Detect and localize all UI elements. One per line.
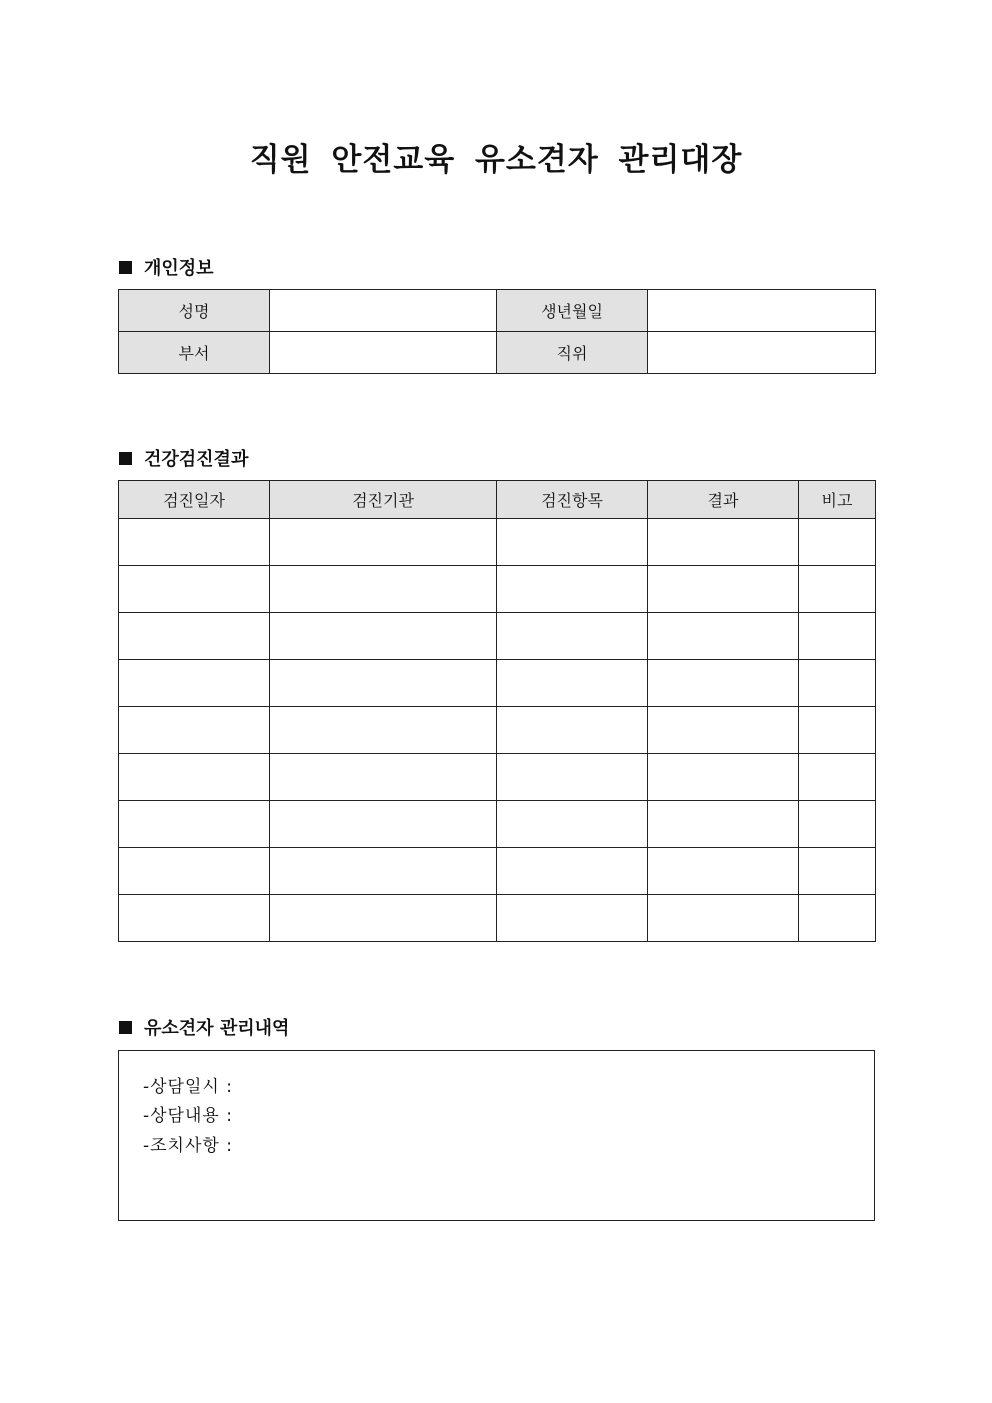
exam-date-cell[interactable] (119, 801, 270, 848)
exam-institution-cell[interactable] (270, 895, 497, 942)
section-heading-label: 건강검진결과 (144, 449, 249, 470)
square-bullet-icon (119, 1021, 132, 1034)
birthdate-label: 생년월일 (497, 290, 648, 332)
exam-item-cell[interactable] (497, 801, 648, 848)
exam-item-cell[interactable] (497, 660, 648, 707)
position-label: 직위 (497, 332, 648, 374)
column-header-exam-institution: 검진기관 (270, 481, 497, 519)
exam-institution-cell[interactable] (270, 754, 497, 801)
counseling-datetime-line: -상담일시 : (143, 1077, 233, 1097)
result-cell[interactable] (648, 848, 799, 895)
table-row (119, 566, 876, 613)
result-cell[interactable] (648, 519, 799, 566)
exam-date-cell[interactable] (119, 613, 270, 660)
result-cell[interactable] (648, 660, 799, 707)
personal-info-table (118, 289, 876, 374)
remarks-cell[interactable] (799, 566, 876, 613)
remarks-cell[interactable] (799, 754, 876, 801)
exam-item-cell[interactable] (497, 707, 648, 754)
counseling-content-line: -상담내용 : (143, 1106, 233, 1126)
exam-institution-cell[interactable] (270, 519, 497, 566)
management-record-box[interactable] (118, 1050, 875, 1221)
exam-institution-cell[interactable] (270, 566, 497, 613)
table-row (119, 895, 876, 942)
square-bullet-icon (119, 452, 132, 465)
department-label: 부서 (119, 332, 270, 374)
table-row (119, 613, 876, 660)
name-label: 성명 (119, 290, 270, 332)
table-row (119, 707, 876, 754)
exam-institution-cell[interactable] (270, 660, 497, 707)
table-row (119, 290, 876, 332)
exam-item-cell[interactable] (497, 895, 648, 942)
column-header-result: 결과 (648, 481, 799, 519)
section-heading-label: 유소견자 관리내역 (144, 1018, 290, 1039)
result-cell[interactable] (648, 801, 799, 848)
table-row (119, 519, 876, 566)
square-bullet-icon (119, 261, 132, 274)
page-title: 직원 안전교육 유소견자 관리대장 (249, 142, 743, 178)
remarks-cell[interactable] (799, 519, 876, 566)
department-field[interactable] (270, 332, 497, 374)
remarks-cell[interactable] (799, 707, 876, 754)
exam-date-cell[interactable] (119, 707, 270, 754)
exam-item-cell[interactable] (497, 613, 648, 660)
column-header-exam-item: 검진항목 (497, 481, 648, 519)
exam-institution-cell[interactable] (270, 848, 497, 895)
health-table-body (119, 519, 876, 942)
remarks-cell[interactable] (799, 660, 876, 707)
result-cell[interactable] (648, 895, 799, 942)
exam-date-cell[interactable] (119, 566, 270, 613)
health-check-table (118, 480, 876, 942)
section-heading-label: 개인정보 (144, 258, 214, 279)
exam-item-cell[interactable] (497, 754, 648, 801)
result-cell[interactable] (648, 707, 799, 754)
column-header-remarks: 비고 (799, 481, 876, 519)
section-heading-personal-info (119, 254, 214, 280)
table-row (119, 660, 876, 707)
column-header-exam-date: 검진일자 (119, 481, 270, 519)
action-taken-line: -조치사항 : (143, 1136, 233, 1156)
exam-institution-cell[interactable] (270, 613, 497, 660)
section-heading-health-check (119, 445, 248, 471)
position-field[interactable] (648, 332, 876, 374)
exam-item-cell[interactable] (497, 848, 648, 895)
exam-date-cell[interactable] (119, 895, 270, 942)
table-row (119, 754, 876, 801)
result-cell[interactable] (648, 754, 799, 801)
table-row (119, 848, 876, 895)
exam-date-cell[interactable] (119, 660, 270, 707)
exam-date-cell[interactable] (119, 848, 270, 895)
table-header-row (119, 481, 876, 519)
result-cell[interactable] (648, 613, 799, 660)
remarks-cell[interactable] (799, 848, 876, 895)
exam-date-cell[interactable] (119, 519, 270, 566)
exam-institution-cell[interactable] (270, 707, 497, 754)
exam-item-cell[interactable] (497, 519, 648, 566)
table-row (119, 801, 876, 848)
result-cell[interactable] (648, 566, 799, 613)
section-heading-management (119, 1014, 289, 1040)
table-row (119, 332, 876, 374)
exam-item-cell[interactable] (497, 566, 648, 613)
birthdate-field[interactable] (648, 290, 876, 332)
remarks-cell[interactable] (799, 895, 876, 942)
remarks-cell[interactable] (799, 613, 876, 660)
name-field[interactable] (270, 290, 497, 332)
exam-date-cell[interactable] (119, 754, 270, 801)
remarks-cell[interactable] (799, 801, 876, 848)
exam-institution-cell[interactable] (270, 801, 497, 848)
